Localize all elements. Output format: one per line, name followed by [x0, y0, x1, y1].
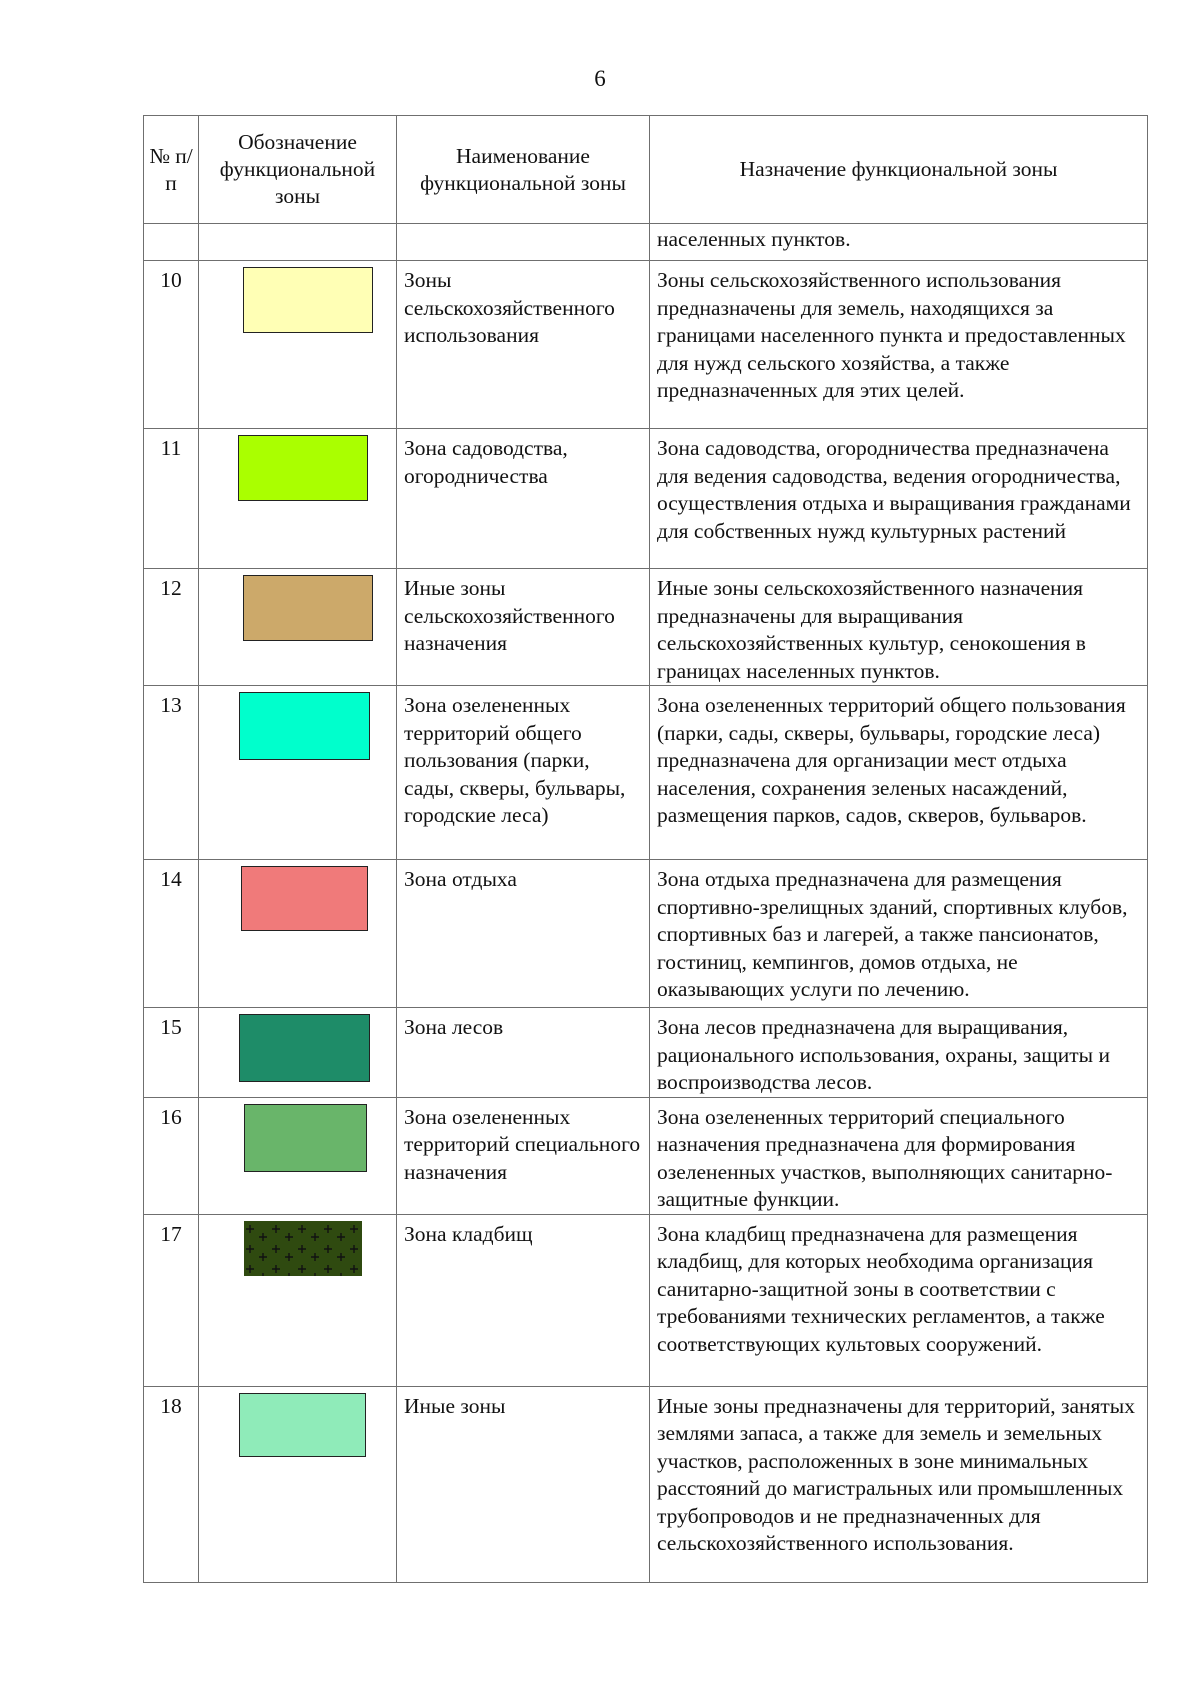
- zone-row: [144, 686, 1148, 860]
- header-symbol: Обозначение функциональной зоны: [199, 116, 397, 224]
- zone-symbol-cell: [199, 860, 397, 1008]
- zone-symbol-cell: [199, 1386, 397, 1582]
- zone-symbol-cell: [199, 261, 397, 429]
- zone-purpose: Зона кладбищ предназначена для размещения кладбищ, для которых необходима организация санитарно-защитной зоны в соответствии с требованиями технических регламентов, а также соответствующих культовых сооружений.: [650, 1214, 1148, 1386]
- zone-symbol-cell: [199, 1097, 397, 1214]
- zone-name: Зона кладбищ: [397, 1214, 650, 1386]
- continuation-name: [397, 224, 650, 261]
- table-header-row: [144, 116, 1148, 224]
- continuation-symbol: [199, 224, 397, 261]
- zone-name: Иные зоны сельскохозяйственного назначения: [397, 569, 650, 686]
- functional-zones-table: [143, 115, 1148, 1583]
- zone-color-swatch: [243, 575, 373, 641]
- zone-row: [144, 569, 1148, 686]
- zone-symbol-cell: [199, 1214, 397, 1386]
- zone-name: Зона озелененных территорий специального назначения: [397, 1097, 650, 1214]
- zone-color-swatch: [239, 692, 370, 760]
- header-name: Наименование функциональной зоны: [397, 116, 650, 224]
- zone-purpose: Зона садоводства, огородничества предназначена для ведения садоводства, ведения огородничества, осуществления отдыха и выращивания гражданами для собственных нужд культурных растений: [650, 429, 1148, 569]
- zone-number: 18: [144, 1386, 199, 1582]
- zone-row: [144, 860, 1148, 1008]
- zone-symbol-cell: [199, 569, 397, 686]
- zone-color-swatch: [244, 1221, 362, 1276]
- continuation-num: [144, 224, 199, 261]
- continuation-row: [144, 224, 1148, 261]
- zone-symbol-cell: [199, 429, 397, 569]
- zone-row: [144, 1386, 1148, 1582]
- header-num: № п/п: [144, 116, 199, 224]
- zone-name: Зона лесов: [397, 1008, 650, 1098]
- zone-color-swatch: [238, 435, 368, 501]
- zone-number: 11: [144, 429, 199, 569]
- zone-number: 16: [144, 1097, 199, 1214]
- zone-number: 17: [144, 1214, 199, 1386]
- zone-name: Зоны сельскохозяйственного использования: [397, 261, 650, 429]
- page-number: 6: [594, 66, 606, 91]
- zone-number: 14: [144, 860, 199, 1008]
- zone-number: 10: [144, 261, 199, 429]
- zone-purpose: Иные зоны сельскохозяйственного назначения предназначены для выращивания сельскохозяйственных культур, сенокошения в границах населенных пунктов.: [650, 569, 1148, 686]
- header-purpose: Назначение функциональной зоны: [650, 116, 1148, 224]
- zone-name: Иные зоны: [397, 1386, 650, 1582]
- zone-color-swatch: [243, 267, 373, 333]
- zone-number: 15: [144, 1008, 199, 1098]
- zone-name: Зона отдыха: [397, 860, 650, 1008]
- zone-color-swatch: [239, 1393, 366, 1457]
- zone-color-swatch: [244, 1104, 367, 1172]
- zone-symbol-cell: [199, 1008, 397, 1098]
- zone-name: Зона садоводства, огородничества: [397, 429, 650, 569]
- zone-color-swatch: [241, 866, 368, 931]
- continuation-text: населенных пунктов.: [650, 224, 1148, 261]
- zone-row: [144, 429, 1148, 569]
- zone-purpose: Зона озелененных территорий общего пользования (парки, сады, скверы, бульвары, городские леса) предназначена для организации мест отдыха населения, сохранения зеленых насаждений, размещения парков, садов, скверов, бульваров.: [650, 686, 1148, 860]
- zone-number: 12: [144, 569, 199, 686]
- zone-number: 13: [144, 686, 199, 860]
- zone-symbol-cell: [199, 686, 397, 860]
- zone-purpose: Зона озелененных территорий специального назначения предназначена для формирования озелененных участков, выполняющих санитарно-защитные функции.: [650, 1097, 1148, 1214]
- zone-purpose: Зона лесов предназначена для выращивания, рационального использования, охраны, защиты и воспроизводства лесов.: [650, 1008, 1148, 1098]
- zone-row: [144, 261, 1148, 429]
- zone-name: Зона озелененных территорий общего пользования (парки, сады, скверы, бульвары, городские леса): [397, 686, 650, 860]
- zone-row: [144, 1008, 1148, 1098]
- zone-purpose: Зоны сельскохозяйственного использования предназначены для земель, находящихся за границами населенного пункта и предоставленных для нужд сельского хозяйства, а также предназначенных для этих целей.: [650, 261, 1148, 429]
- zone-row: [144, 1097, 1148, 1214]
- zone-row: [144, 1214, 1148, 1386]
- zone-purpose: Иные зоны предназначены для территорий, занятых землями запаса, а также для земель и земельных участков, расположенных в зоне минимальных расстояний до магистральных или промышленных трубопроводов и не предназначенных для сельскохозяйственного использования.: [650, 1386, 1148, 1582]
- zone-purpose: Зона отдыха предназначена для размещения спортивно-зрелищных зданий, спортивных клубов, спортивных баз и лагерей, а также пансионатов, гостиниц, кемпингов, домов отдыха, не оказывающих услуги по лечению.: [650, 860, 1148, 1008]
- zone-color-swatch: [239, 1014, 370, 1082]
